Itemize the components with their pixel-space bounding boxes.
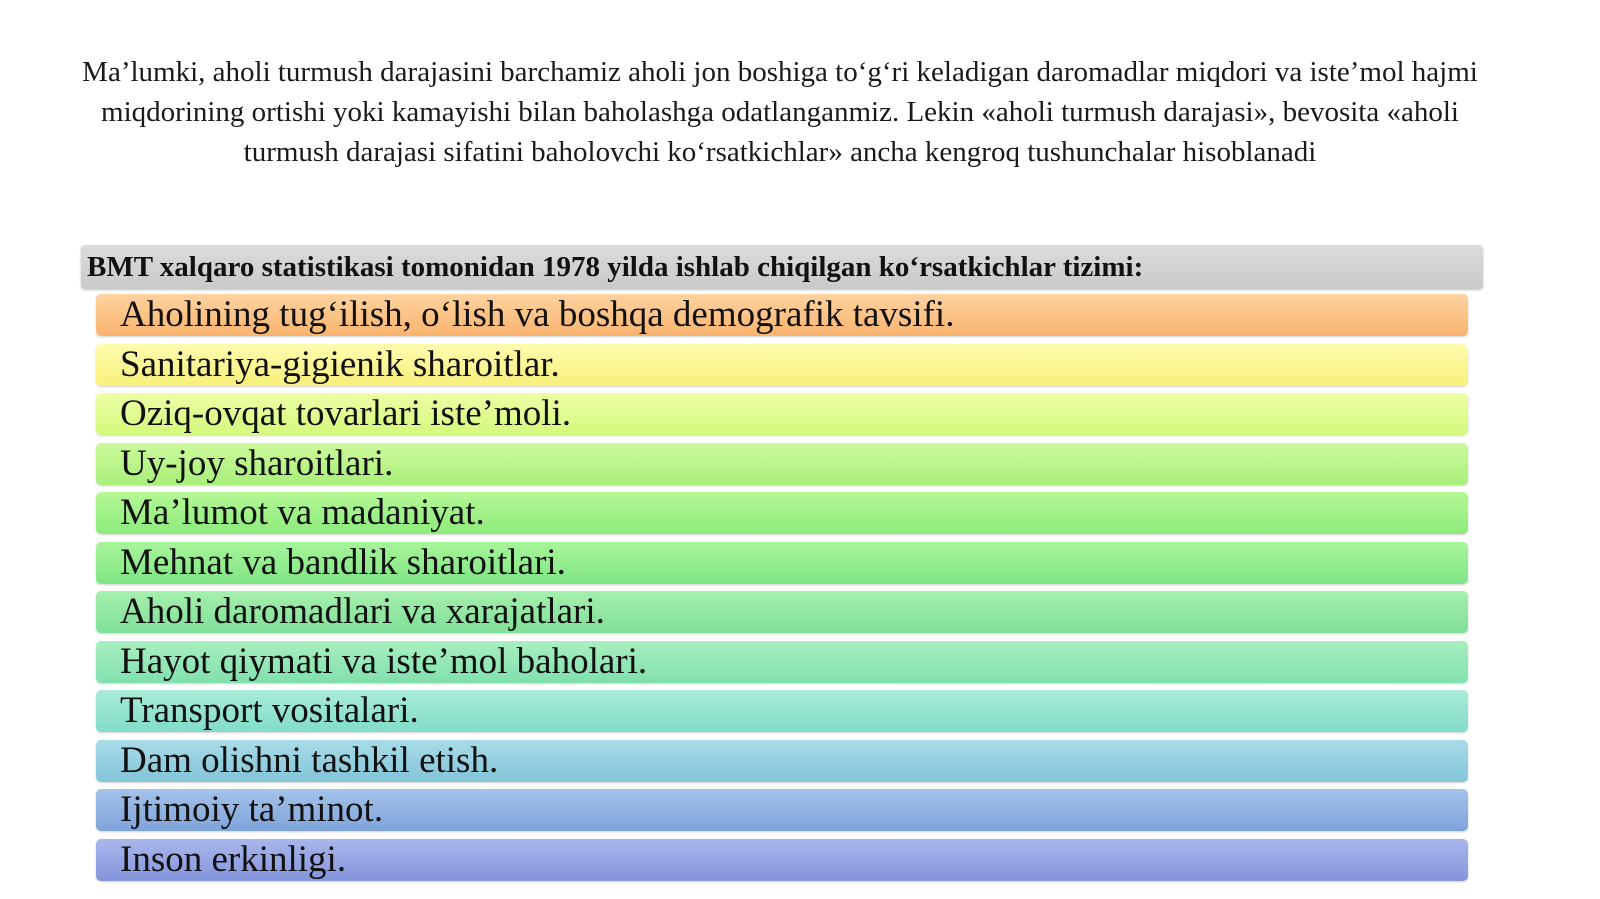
intro-paragraph: Ma’lumki, aholi turmush darajasini barchamiz aholi jon boshiga to‘g‘ri keladigan daromadlar miqdori va iste’mol hajmi miqdorining ortishi yoki kamayishi bilan baholashga odatlanganmiz. Lekin «aholi turmush darajasi», bevosita «aholi turmush darajasi sifatini baholovchi ko‘rsatkichlar» ancha kengroq tushunchalar hisoblanadi (82, 56, 1478, 168)
indicator-system-panel (81, 245, 1483, 881)
indicator-item-transport: Transport vositalari. (96, 690, 1468, 732)
indicator-item-education: Ma’lumot va madaniyat. (96, 492, 1468, 534)
indicator-item-housing: Uy-joy sharoitlari. (96, 443, 1468, 485)
indicator-item-sanitary: Sanitariya-gigienik sharoitlar. (96, 344, 1468, 386)
indicator-item-prices: Hayot qiymati va iste’mol baholari. (96, 641, 1468, 683)
indicator-list (96, 294, 1468, 881)
indicator-item-employment: Mehnat va bandlik sharoitlari. (96, 542, 1468, 584)
indicator-item-social-security: Ijtimoiy ta’minot. (96, 789, 1468, 831)
indicator-item-freedom: Inson erkinligi. (96, 839, 1468, 881)
indicator-item-food: Oziq-ovqat tovarlari iste’moli. (96, 393, 1468, 435)
indicator-item-demography: Aholining tug‘ilish, o‘lish va boshqa demografik tavsifi. (96, 294, 1468, 336)
indicator-item-income: Aholi daromadlari va xarajatlari. (96, 591, 1468, 633)
indicator-item-leisure: Dam olishni tashkil etish. (96, 740, 1468, 782)
panel-header: BMT xalqaro statistikasi tomonidan 1978 yilda ishlab chiqilgan ko‘rsatkichlar tizimi: (81, 245, 1483, 289)
